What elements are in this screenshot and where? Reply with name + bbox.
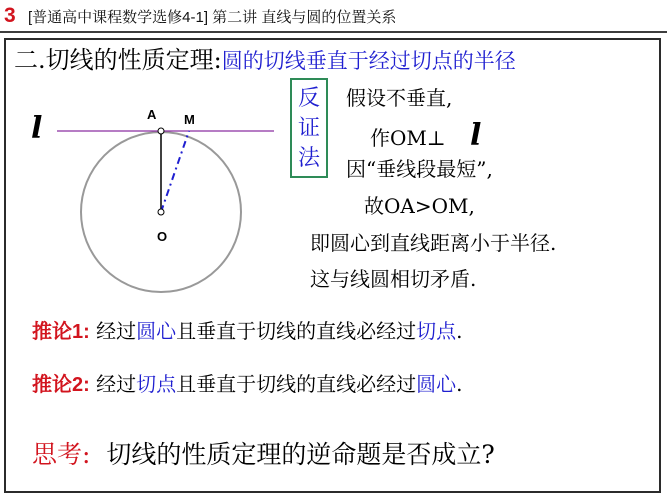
corollary-2-text-a: 经过: [89, 372, 137, 396]
proof-line-2-l: l: [470, 118, 482, 153]
line-l-label: l: [31, 111, 43, 146]
point-o-label: O: [157, 229, 168, 244]
corollary-2-label: 推论2:: [32, 374, 90, 396]
proof-line-2: [370, 118, 481, 153]
corollary-1-text-a: 经过: [89, 319, 137, 343]
proof-line-2-text: 作OM⊥: [370, 126, 446, 150]
proof-line-6: 这与线圆相切矛盾.: [310, 267, 477, 291]
corollary-1: [32, 315, 463, 344]
corollary-2-highlight-a: 切点: [136, 372, 177, 396]
proof-line-3: 因“垂线段最短”,: [346, 157, 493, 181]
proof-line-5: 即圆心到直线距离小于半径.: [310, 231, 557, 255]
theorem-prefix: 二.切线的性质定理:: [14, 46, 222, 74]
corollary-1-highlight-b: 切点: [416, 319, 457, 343]
corollary-1-text-b: 且垂直于切线的直线必经过: [176, 319, 417, 343]
course-title: [普通高中课程数学选修4-1] 第二讲 直线与圆的位置关系: [28, 9, 397, 26]
method-char-2: 证: [297, 116, 320, 141]
corollary-1-highlight-a: 圆心: [136, 319, 177, 343]
point-a-dot: [158, 128, 164, 134]
point-a-label: A: [147, 107, 157, 122]
slide-number: 3: [4, 4, 16, 27]
point-o-dot: [158, 209, 164, 215]
proof-line-1: 假设不垂直,: [346, 86, 453, 110]
think-text: 切线的性质定理的逆命题是否成立?: [90, 440, 495, 469]
theorem-statement: 圆的切线垂直于经过切点的半径: [221, 49, 516, 73]
corollary-1-text-c: .: [456, 319, 463, 343]
think-question: [32, 435, 495, 471]
proof-line-4: 故OA>OM,: [364, 194, 475, 218]
corollary-2-text-c: .: [456, 372, 463, 396]
think-label: 思考:: [32, 440, 91, 469]
corollary-2: [32, 368, 463, 397]
corollary-2-text-b: 且垂直于切线的直线必经过: [176, 372, 417, 396]
method-char-1: 反: [297, 86, 320, 111]
corollary-1-label: 推论1:: [32, 321, 90, 343]
point-m-label: M: [184, 112, 195, 127]
corollary-2-highlight-b: 圆心: [416, 372, 457, 396]
segment-om: [161, 131, 189, 212]
proof-method-box: [290, 78, 328, 178]
method-char-3: 法: [297, 146, 320, 171]
